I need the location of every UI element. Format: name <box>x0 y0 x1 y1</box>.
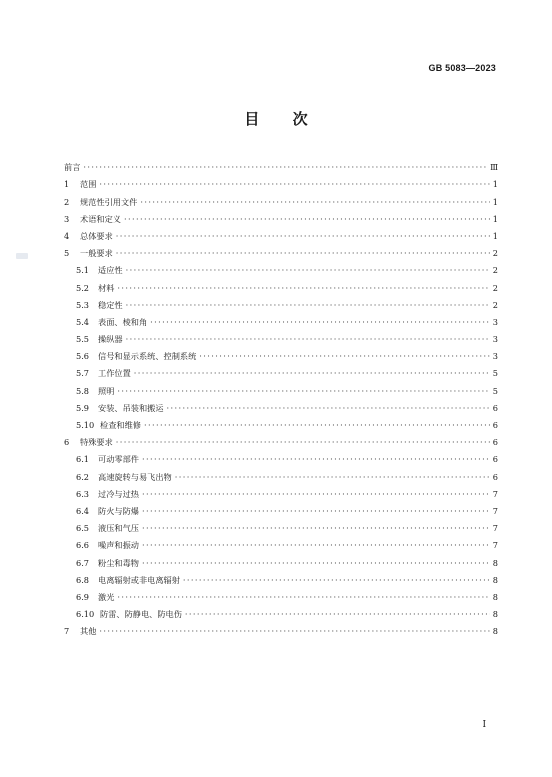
toc-entry[interactable] <box>64 344 498 361</box>
toc-entry[interactable] <box>64 189 498 206</box>
toc-entry-page: 1 <box>492 230 498 241</box>
toc-leader-dots <box>126 300 490 310</box>
toc-entry-page: 3 <box>492 316 498 327</box>
toc-leader-dots <box>117 283 489 293</box>
toc-entry-number: 6.5 <box>76 523 90 534</box>
toc-entry-page: 3 <box>492 351 498 362</box>
toc-entry-number: 5.4 <box>76 316 90 327</box>
toc-entry-number: 6.3 <box>76 488 90 499</box>
toc-entry-number: 6.4 <box>76 505 90 516</box>
toc-leader-dots <box>142 489 490 499</box>
toc-entry-number: 5.9 <box>76 402 90 413</box>
toc-entry[interactable] <box>64 568 498 585</box>
toc-entry-number: 5.8 <box>76 385 90 396</box>
toc-entry-page: 8 <box>492 557 498 568</box>
toc-leader-dots <box>167 403 490 413</box>
toc-leader-dots <box>185 609 490 619</box>
toc-leader-dots <box>144 420 490 430</box>
toc-entry-number: 5.5 <box>76 334 90 345</box>
toc-entry-page: 2 <box>492 299 498 310</box>
toc-entry[interactable] <box>64 447 498 464</box>
toc-entry-page: 6 <box>492 420 498 430</box>
toc-entry-page: 6 <box>492 437 498 448</box>
toc-entry[interactable] <box>64 619 498 636</box>
toc-entry[interactable] <box>64 602 498 619</box>
toc-entry-page: 7 <box>492 505 498 516</box>
toc-entry[interactable] <box>64 258 498 275</box>
toc-leader-dots <box>175 472 490 482</box>
toc-entry-title: 高速旋转与易飞出物 <box>98 471 172 482</box>
toc-entry-title: 一般要求 <box>80 248 113 259</box>
toc-entry-title: 电离辐射或非电离辐射 <box>98 574 180 585</box>
toc-leader-dots <box>99 179 489 189</box>
toc-entry-title: 防火与防爆 <box>98 505 139 516</box>
toc-entry-number: 5.6 <box>76 351 90 362</box>
toc-entry[interactable] <box>64 224 498 241</box>
toc-entry-title: 适应性 <box>98 265 123 276</box>
page-title-char-2: 次 <box>292 110 308 128</box>
toc-entry-title: 可动零部件 <box>98 454 139 465</box>
toc-entry[interactable] <box>64 396 498 413</box>
toc-entry[interactable] <box>64 430 498 447</box>
toc-entry-number: 7 <box>64 626 70 637</box>
toc-entry[interactable] <box>64 464 498 481</box>
toc-entry-number: 6.6 <box>76 540 90 551</box>
toc-entry-title: 安装、吊装和搬运 <box>98 402 164 413</box>
toc-entry-page: 7 <box>492 488 498 499</box>
toc-entry[interactable] <box>64 361 498 378</box>
toc-entry-page: 2 <box>492 265 498 276</box>
toc-entry-number: 5.1 <box>76 265 90 276</box>
toc-entry-title: 特殊要求 <box>80 437 113 448</box>
toc-entry[interactable] <box>64 533 498 550</box>
toc-entry-page: 7 <box>492 523 498 534</box>
toc-leader-dots <box>134 368 490 378</box>
toc-entry[interactable] <box>64 378 498 395</box>
toc-leader-dots <box>142 454 490 464</box>
page-title <box>0 108 552 129</box>
toc-leader-dots <box>116 231 490 241</box>
toc-entry-title: 液压和气压 <box>98 523 139 534</box>
toc-entry-page: 6 <box>492 471 498 482</box>
toc-leader-dots <box>99 626 489 636</box>
toc-entry[interactable] <box>64 550 498 567</box>
toc-entry-page: 3 <box>492 334 498 345</box>
toc-entry-number: 6.2 <box>76 471 90 482</box>
toc-entry-number: 6 <box>64 437 70 448</box>
toc-entry-title: 过冷与过热 <box>98 488 139 499</box>
toc-entry-title: 激光 <box>98 591 115 602</box>
toc-entry-page: Ⅲ <box>490 162 498 173</box>
toc-entry-page: 8 <box>492 591 498 602</box>
toc-leader-dots <box>116 248 490 258</box>
toc-leader-dots <box>142 506 490 516</box>
toc-leader-dots <box>150 317 490 327</box>
toc-entry-title: 操纵器 <box>98 334 123 345</box>
toc-entry-title: 其他 <box>80 626 97 637</box>
toc-entry-number: 5 <box>64 248 70 259</box>
toc-entry[interactable] <box>64 413 498 430</box>
toc-entry[interactable] <box>64 482 498 499</box>
toc-entry-page: 6 <box>492 402 498 413</box>
toc-entry[interactable] <box>64 293 498 310</box>
toc-entry[interactable] <box>64 275 498 292</box>
toc-entry-title: 检查和维修 <box>100 420 141 430</box>
toc-entry-title: 粉尘和毒物 <box>98 557 139 568</box>
toc-entry-page: 5 <box>492 368 498 379</box>
toc-entry-title: 术语和定义 <box>80 213 121 224</box>
toc-entry-number: 5.7 <box>76 368 90 379</box>
toc-entry-number: 6.1 <box>76 454 90 465</box>
toc-entry-number: 5.2 <box>76 282 90 293</box>
toc-entry[interactable] <box>64 585 498 602</box>
toc-leader-dots <box>83 162 487 172</box>
toc-leader-dots <box>142 540 490 550</box>
toc-entry-page: 6 <box>492 454 498 465</box>
toc-leader-dots <box>124 214 490 224</box>
toc-entry-title: 防雷、防静电、防电伤 <box>100 609 182 620</box>
toc-entry-title: 规范性引用文件 <box>80 196 138 207</box>
standard-code: GB 5083—2023 <box>428 63 496 73</box>
toc-entry[interactable] <box>64 172 498 189</box>
toc-leader-dots <box>126 334 490 344</box>
toc-entry-number: 4 <box>64 230 70 241</box>
toc-entry-page: 8 <box>492 626 498 637</box>
toc-entry-title: 噪声和振动 <box>98 540 139 551</box>
toc-entry-number: 6.10 <box>76 609 95 620</box>
toc-entry-page: 8 <box>492 609 498 620</box>
toc-entry-number: 5.10 <box>76 420 95 430</box>
toc-leader-dots <box>116 437 490 447</box>
page-title-char-1: 目 <box>244 110 260 128</box>
toc-entry-number: 6.9 <box>76 591 90 602</box>
table-of-contents <box>64 155 498 636</box>
toc-entry-title: 范围 <box>80 179 97 190</box>
toc-entry-title: 表面、棱和角 <box>98 316 148 327</box>
toc-leader-dots <box>117 592 489 602</box>
toc-entry-title: 稳定性 <box>98 299 123 310</box>
toc-entry-page: 2 <box>492 248 498 259</box>
toc-entry-number: 3 <box>64 213 70 224</box>
toc-entry-number: 5.3 <box>76 299 90 310</box>
toc-leader-dots <box>142 558 490 568</box>
toc-entry-number: 1 <box>64 179 70 190</box>
toc-entry[interactable] <box>64 241 498 258</box>
toc-entry[interactable] <box>64 155 498 172</box>
toc-entry-title: 前言 <box>64 162 81 173</box>
toc-entry-title: 材料 <box>98 282 115 293</box>
toc-entry-page: 2 <box>492 282 498 293</box>
toc-entry-page: 1 <box>492 179 498 190</box>
toc-entry-number: 2 <box>64 196 70 207</box>
toc-entry-page: 5 <box>492 385 498 396</box>
toc-entry-page: 1 <box>492 213 498 224</box>
toc-entry-page: 8 <box>492 574 498 585</box>
toc-entry[interactable] <box>64 310 498 327</box>
toc-entry-title: 信号和显示系统、控制系统 <box>98 351 197 362</box>
toc-entry[interactable] <box>64 207 498 224</box>
toc-entry-number: 6.7 <box>76 557 90 568</box>
toc-leader-dots <box>140 197 489 207</box>
toc-entry-title: 照明 <box>98 385 115 396</box>
toc-entry[interactable] <box>64 327 498 344</box>
toc-entry-number: 6.8 <box>76 574 90 585</box>
toc-entry-page: 7 <box>492 540 498 551</box>
toc-entry[interactable] <box>64 499 498 516</box>
toc-leader-dots <box>126 265 490 275</box>
toc-entry[interactable] <box>64 516 498 533</box>
toc-leader-dots <box>142 523 490 533</box>
page-number: I <box>482 720 486 730</box>
toc-leader-dots <box>183 575 490 585</box>
toc-leader-dots <box>199 351 490 361</box>
toc-leader-dots <box>117 386 489 396</box>
margin-mark <box>16 253 28 259</box>
toc-entry-title: 总体要求 <box>80 230 113 241</box>
toc-entry-title: 工作位置 <box>98 368 131 379</box>
toc-entry-page: 1 <box>492 196 498 207</box>
